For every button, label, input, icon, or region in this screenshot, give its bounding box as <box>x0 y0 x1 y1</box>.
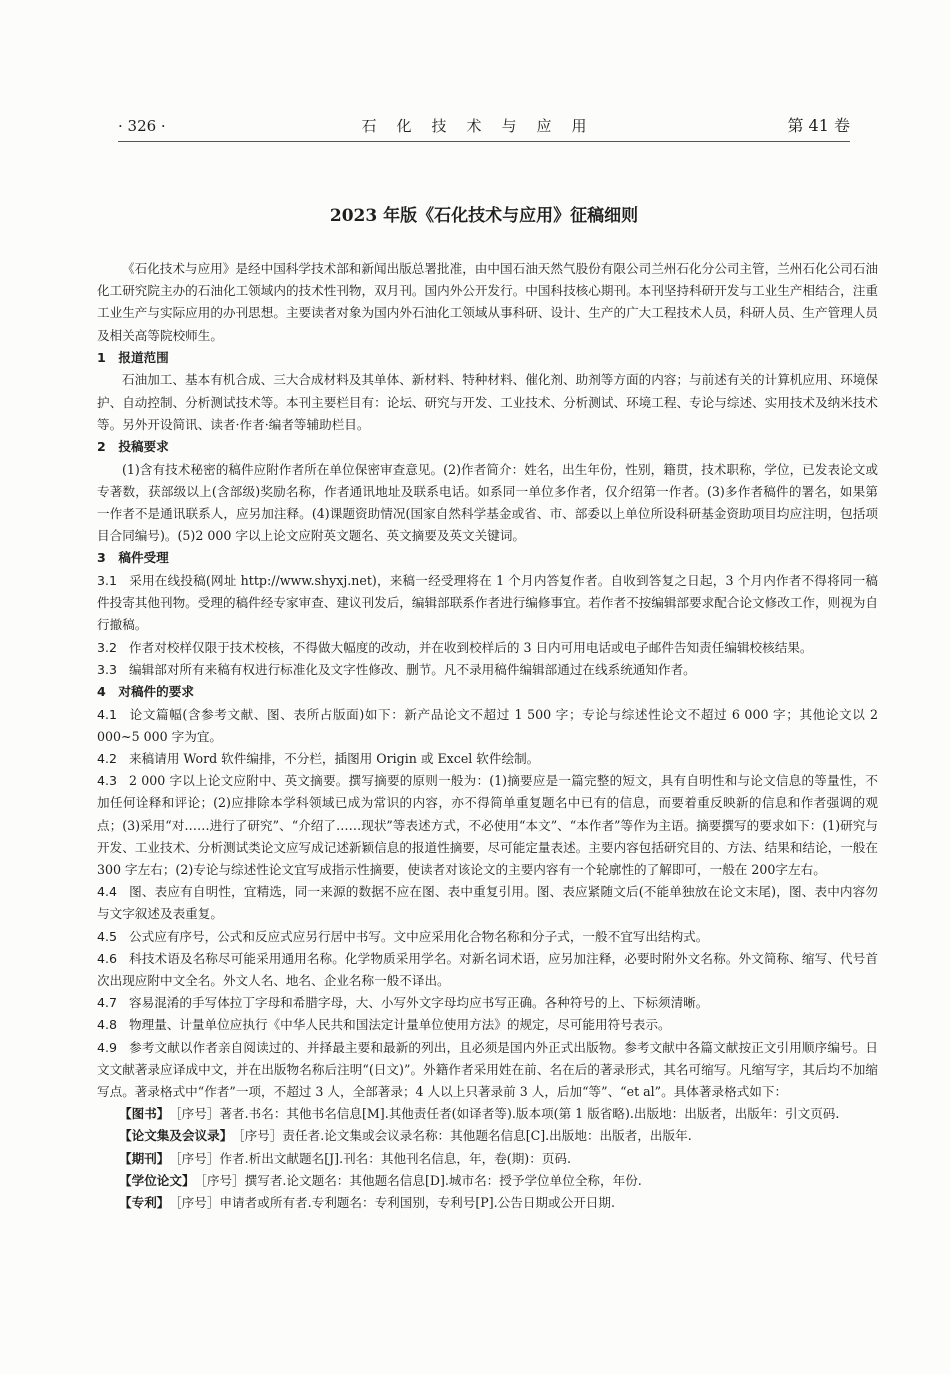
ref-format-patent <box>97 1192 878 1214</box>
clause-4-8 <box>97 1014 878 1036</box>
ref-format-text: ［序号］责任者.论文集或会议录名称：其他题名信息[C].出版地：出版者，出版年. <box>238 1128 692 1144</box>
ref-format-tag: 【专利】 <box>119 1195 170 1211</box>
ref-format-text: ［序号］著者.书名：其他书名信息[M].其他责任者(如译者等).版本项(第 1 版省略).出版地：出版者，出版年：引文页码. <box>175 1106 840 1122</box>
ref-format-book <box>97 1103 878 1125</box>
ref-format-text: ［序号］申请者或所有者.专利题名：专利国别，专利号[P].公告日期或公开日期. <box>175 1195 615 1211</box>
header-rule <box>118 141 850 142</box>
section-heading-2: 2 投稿要求 <box>97 439 169 455</box>
clause-4-2 <box>97 748 878 770</box>
clause-number: 4.2 <box>97 751 118 767</box>
clause-4-3 <box>97 770 878 881</box>
clause-number: 4.3 <box>97 773 118 789</box>
clause-text: 公式应有序号，公式和反应式应另行居中书写。文中应采用化合物名称和分子式，一般不宜写出结构式。 <box>129 928 709 944</box>
clause-number: 4.9 <box>97 1039 118 1055</box>
clause-number: 4.7 <box>97 995 118 1011</box>
clause-text: 物理量、计量单位应执行《中华人民共和国法定计量单位使用方法》的规定，尽可能用符号表示。 <box>129 1017 671 1033</box>
ref-format-text: ［序号］作者.析出文献题名[J].刊名：其他刊名信息，年，卷(期)：页码. <box>175 1150 572 1166</box>
clause-text: 图、表应有自明性，宜精选，同一来源的数据不应在图、表中重复引用。图、表应紧随文后(不能单独放在论文末尾)，图、表中内容勿与文字叙述及表重复。 <box>97 884 878 922</box>
ref-format-tag: 【图书】 <box>119 1106 170 1122</box>
clause-4-9 <box>97 1037 878 1104</box>
clause-text: 科技术语及名称尽可能采用通用名称。化学物质采用学名。对新名词术语，应另加注释，必要时附外文名称。外文简称、缩写、代号首次出现应附中文全名。外文人名、地名、企业名称一般不译出。 <box>97 950 878 989</box>
clause-text: 容易混淆的手写体拉丁字母和希腊字母，大、小写外文字母均应书写正确。各种符号的上、下标须清晰。 <box>129 995 709 1011</box>
ref-format-thesis <box>97 1170 878 1192</box>
clause-number: 4.8 <box>97 1017 118 1033</box>
section-heading-4: 4 对稿件的要求 <box>97 684 194 700</box>
clause-text: 来稿请用 Word 软件编排，不分栏，插图用 Origin 或 Excel 软件绘制。 <box>129 751 540 767</box>
clause-text: 编辑部对所有来稿有权进行标准化及文字性修改、删节。凡不录用稿件编辑部通过在线系统通知作者。 <box>129 661 696 677</box>
ref-format-journal <box>97 1148 878 1170</box>
running-header <box>118 114 850 138</box>
clause-number: 3.1 <box>97 573 118 589</box>
clause-4-5 <box>97 926 878 948</box>
clause-text: 论文篇幅(含参考文献、图、表所占版面)如下：新产品论文不超过 1 500 字；专论与综述性论文不超过 6 000 字；其他论文以 2 000~5 000 字为宜。 <box>97 706 878 744</box>
ref-format-tag: 【学位论文】 <box>119 1172 195 1188</box>
article-title: 2023 年版《石化技术与应用》征稿细则 <box>329 206 639 226</box>
ref-format-proceedings <box>97 1125 878 1147</box>
article-body <box>97 258 878 1214</box>
volume-label: 第 41 卷 <box>787 116 850 135</box>
clause-4-4 <box>97 881 878 925</box>
clause-4-1 <box>97 704 878 748</box>
section-1-text: 石油加工、基本有机合成、三大合成材料及其单体、新材料、特种材料、催化剂、助剂等方面的内容；与前述有关的计算机应用、环境保护、自动控制、分析测试技术等。本刊主要栏目有：论坛、研究与开发、工业技术、分析测试、环境工程、专论与综述、实用技术及纳米技术等。另外开设简讯、读者·作者·编者等辅助栏目。 <box>97 372 878 432</box>
section-2-text: (1)含有技术秘密的稿件应附作者所在单位保密审查意见。(2)作者简介：姓名，出生年份，性别，籍贯，技术职称，学位，已发表论文或专著数，获部级以上(含部级)奖励名称，作者通讯地址及联系电话。如系同一单位多作者，仅介绍第一作者。(3)多作者稿件的署名，如果第一作者不是通讯联系人，应另加注释。(4)课题资助情况(国家自然科学基金或省、市、部委以上单位所设科研基金资助项目均应注明，包括项目合同编号)。(5)2 000 字以上论文应附英文题名、英文摘要及英文关键词。 <box>97 461 878 544</box>
clause-number: 4.1 <box>97 706 118 722</box>
clause-number: 4.5 <box>97 928 118 944</box>
ref-format-tag: 【期刊】 <box>119 1150 170 1166</box>
journal-name: 石化技术与应用 <box>361 117 607 135</box>
clause-text: 作者对校样仅限于技术校核，不得做大幅度的改动，并在收到校样后的 3 日内可用电话或电子邮件告知责任编辑校核结果。 <box>129 639 813 655</box>
clause-text: 参考文献以作者亲自阅读过的、并择最主要和最新的列出，且必须是国内外正式出版物。参考文献中各篇文献按正文引用顺序编号。日文文献著录应译成中文，并在出版物名称后注明“(日文)”。外籍作者采用姓在前、名在后的著录形式，其名可缩写。凡缩写字，其后均不加缩写点。著录格式中“作者”一项，不超过 3 人，全部著录；4 人以上只著录前 3 人，后加“等”、“et al”。具体著录格式如下： <box>97 1039 878 1100</box>
clause-text: 2 000 字以上论文应附中、英文摘要。撰写摘要的原则一般为：(1)摘要应是一篇完整的短文，具有自明性和与论文信息的等量性，不加任何诠释和评论；(2)应排除本学科领域已成为常识的内容，亦不得简单重复题名中已有的信息，而要着重反映新的信息和作者强调的观点；(3)采用“对……进行了研究”、“介绍了……现状”等表述方式，不必使用“本文”、“本作者”等作为主语。摘要撰写的要求如下：(1)研究与开发、工业技术、分析测试类论文应写成记述新颖信息的报道性摘要，尽可能定量表述。主要内容包括研究目的、方法、结果和结论，一般在 300 字左右；(2)专论与综述性论文宜写成指示性摘要，使读者对该论文的主要内容有一个轮廓性的了解即可，一般在 200字左右。 <box>97 773 878 878</box>
page-number: · 326 · <box>118 117 166 135</box>
clause-4-6 <box>97 948 878 992</box>
section-heading-1: 1 报道范围 <box>97 349 169 365</box>
clause-number: 4.6 <box>97 950 118 966</box>
clause-3-2 <box>97 637 878 659</box>
clause-number: 3.2 <box>97 639 118 655</box>
intro-paragraph: 《石化技术与应用》是经中国科学技术部和新闻出版总署批准，由中国石油天然气股份有限公司兰州石化分公司主管，兰州石化公司石油化工研究院主办的石油化工领域内的技术性刊物，双月刊。国内外公开发行。中国科技核心期刊。本刊坚持科研开发与工业生产相结合，注重工业生产与实际应用的办刊思想。主要读者对象为国内外石油化工领域从事科研、设计、生产的广大工程技术人员，科研人员、生产管理人员及相关高等院校师生。 <box>97 261 878 343</box>
clause-3-3 <box>97 659 878 681</box>
ref-format-text: ［序号］撰写者.论文题名：其他题名信息[D].城市名：授予学位单位全称，年份. <box>200 1172 642 1188</box>
clause-number: 3.3 <box>97 661 118 677</box>
clause-3-1 <box>97 570 878 637</box>
clause-4-7 <box>97 992 878 1014</box>
section-heading-3: 3 稿件受理 <box>97 550 169 566</box>
ref-format-tag: 【论文集及会议录】 <box>119 1128 233 1144</box>
clause-text: 采用在线投稿(网址 http://www.shyxj.net)，来稿一经受理将在 1 个月内答复作者。自收到答复之日起，3 个月内作者不得将同一稿件投寄其他刊物。受理的稿件经专家审查、建议刊发后，编辑部联系作者进行编修事宜。若作者不按编辑部要求配合论文修改工作，则视为自行撤稿。 <box>97 573 878 633</box>
clause-number: 4.4 <box>97 884 118 900</box>
